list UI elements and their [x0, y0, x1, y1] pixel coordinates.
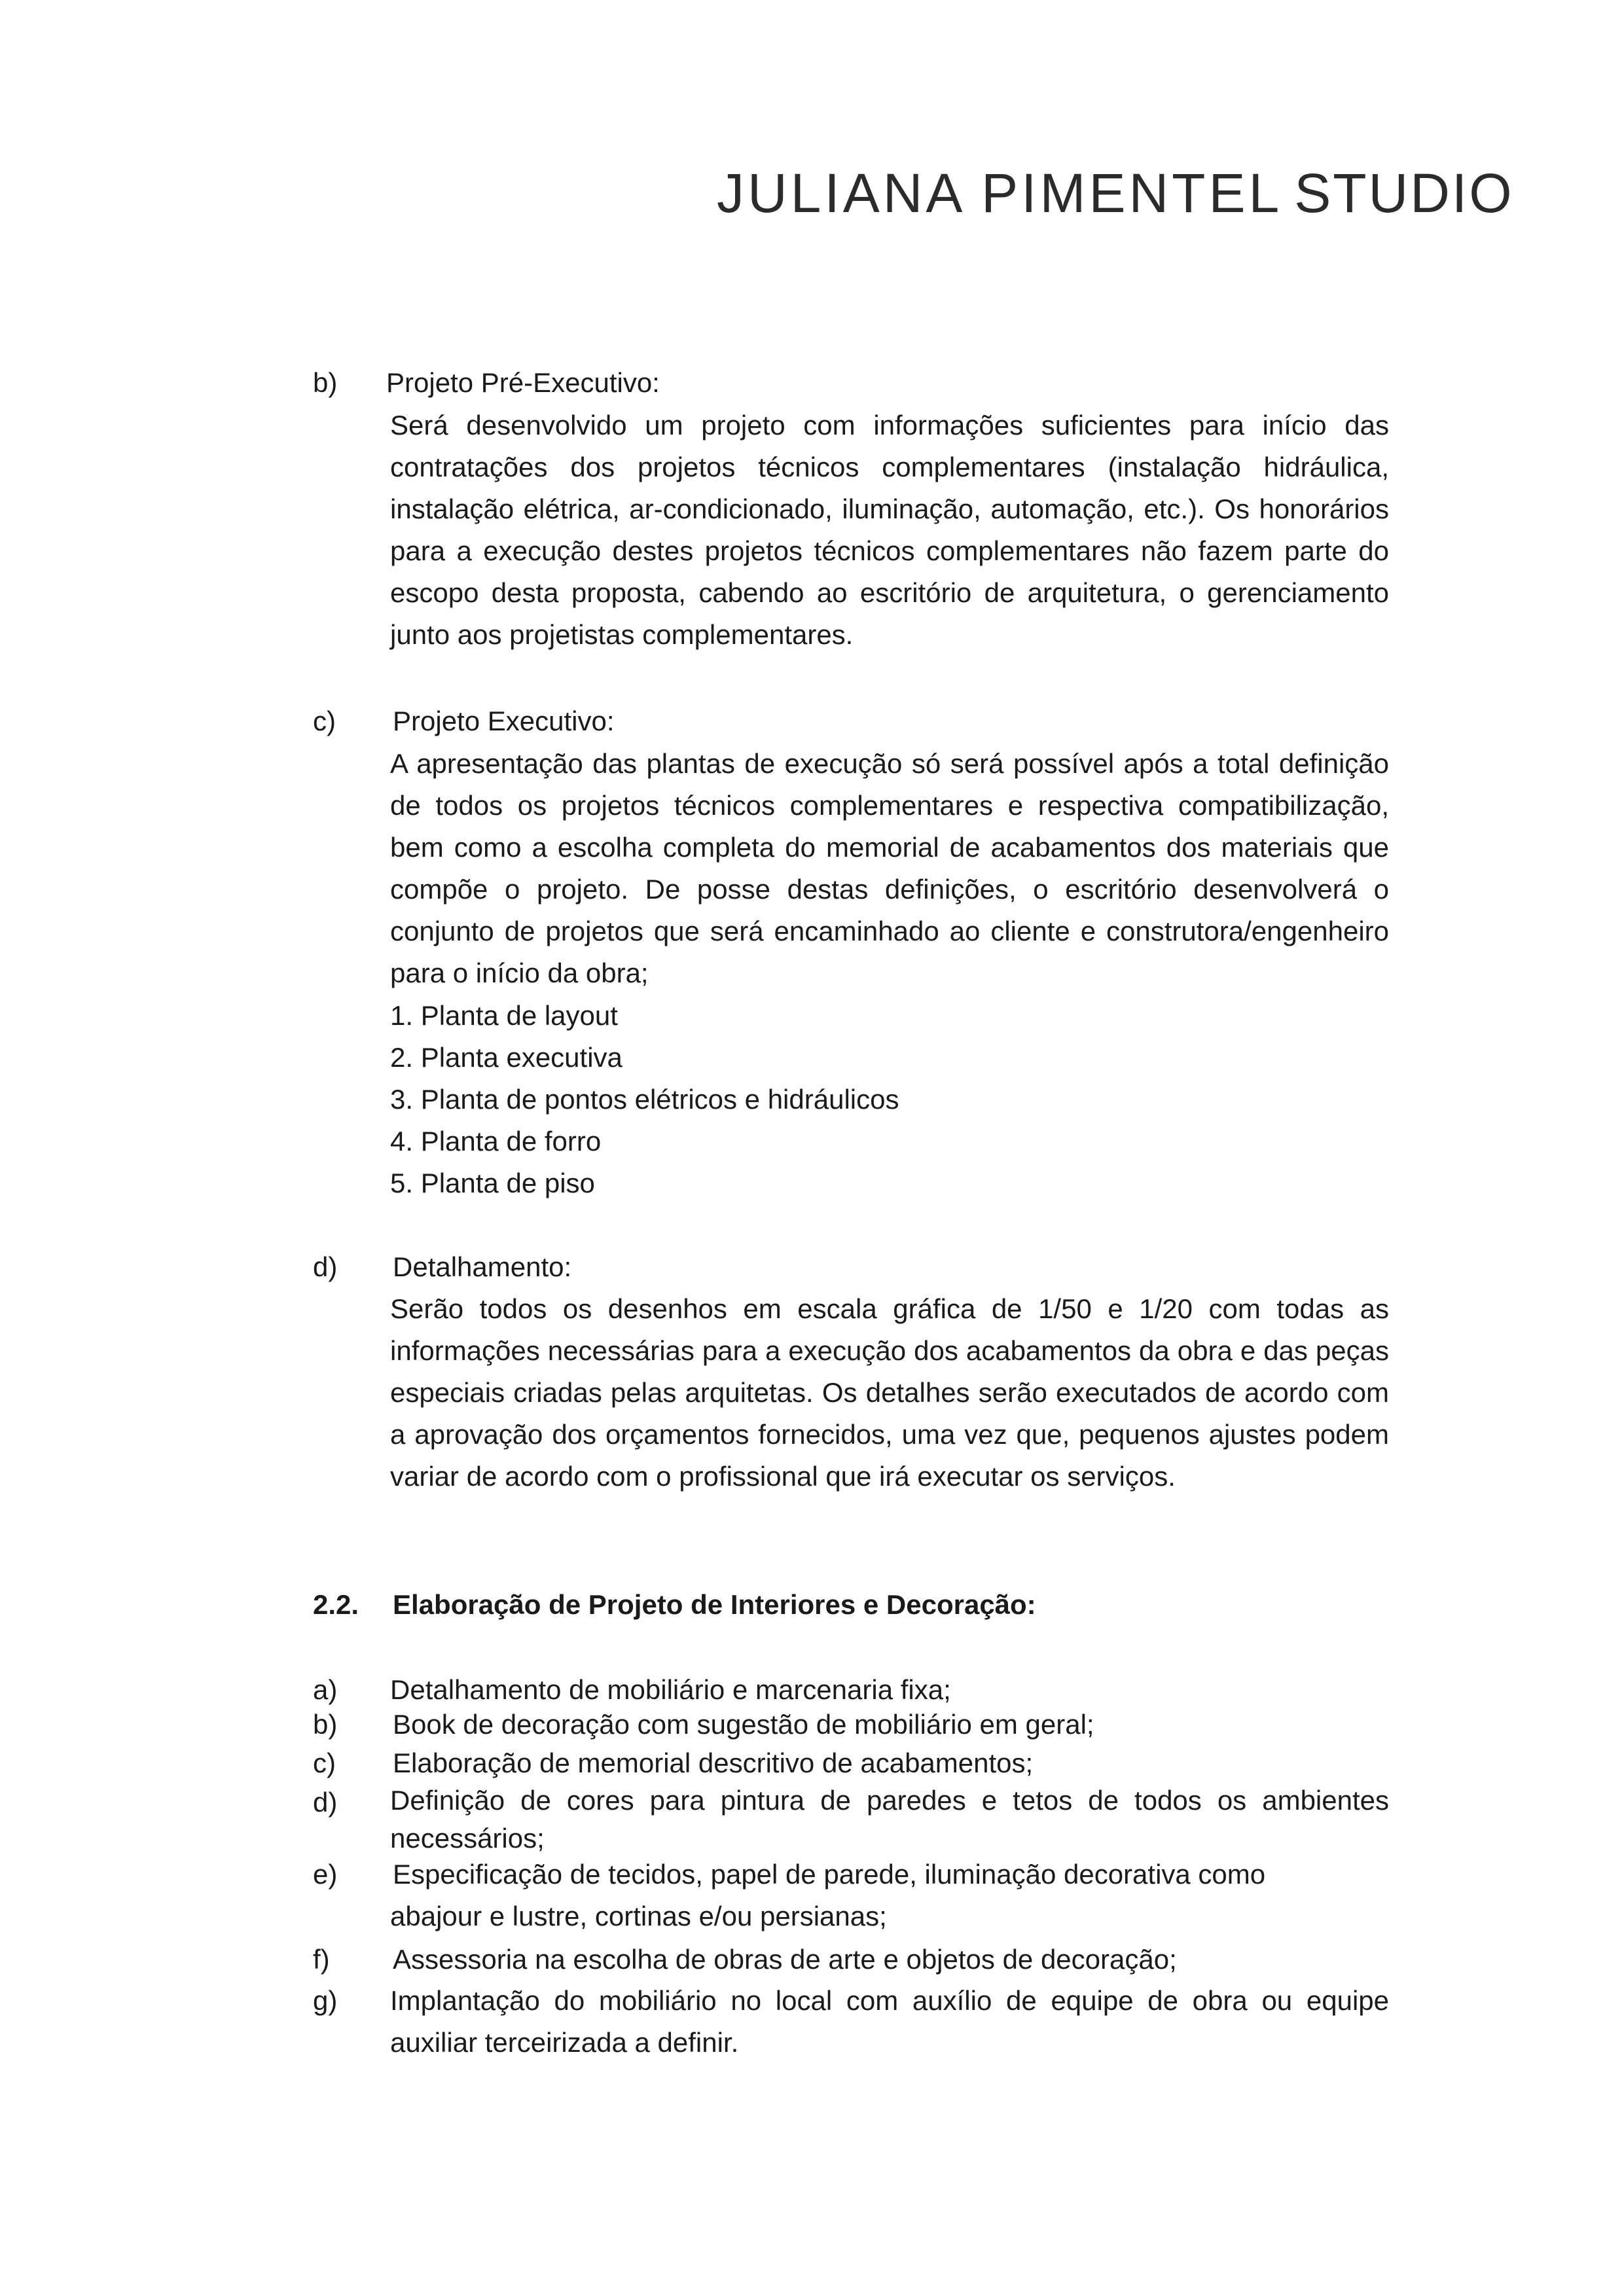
section-c-marker: c): [313, 706, 336, 736]
item-g-marker: g): [313, 1985, 338, 2016]
section-b-body: Será desenvolvido um projeto com informações suficientes para início das contratações dos projetos técnicos complementares (instalação hidráulica, instalação elétrica, ar-condicionado, iluminação, automação, etc.). Os honorários para a execução destes projetos técnicos complementares não fazem parte do escopo desta proposta, cabendo ao escritório de arquitetura, o gerenciamento junto aos projetistas complementares.: [390, 410, 1389, 650]
item-d-text: Definição de cores para pintura de paredes e tetos de todos os ambientes necessários;: [390, 1785, 1389, 1854]
item-b-marker: b): [313, 1709, 338, 1740]
item-f-marker: f): [313, 1944, 330, 1975]
section-d-marker: d): [313, 1251, 338, 1282]
section-d-title: Detalhamento:: [393, 1251, 572, 1282]
section-c-body: A apresentação das plantas de execução só será possível após a total definição de todos os projetos técnicos complementares e respectiva compatibilização, bem como a escolha completa do memorial de acabamentos dos materiais que compõe o projeto. De posse destas definições, o escritório desenvolverá o conjunto de projetos que será encaminhado ao cliente e construtora/engenheiro para o início da obra;: [390, 748, 1389, 988]
logo-name-bold: STUDIO: [1294, 162, 1514, 224]
item-e-text-continued: abajour e lustre, cortinas e/ou persianas;: [390, 1901, 887, 1931]
section-c-title: Projeto Executivo:: [393, 706, 615, 736]
list-item: 3. Planta de pontos elétricos e hidráulicos: [390, 1084, 899, 1115]
item-d-marker: d): [313, 1787, 338, 1818]
studio-logo: [717, 160, 1514, 226]
item-a-marker: a): [313, 1674, 338, 1705]
logo-name-light: JULIANA PIMENTEL: [717, 162, 1283, 224]
section-22-number: 2.2.: [313, 1589, 359, 1620]
list-item: 1. Planta de layout: [390, 1000, 618, 1031]
section-b-title: Projeto Pré-Executivo:: [386, 367, 660, 398]
list-item: 4. Planta de forro: [390, 1126, 602, 1157]
item-b-text: Book de decoração com sugestão de mobiliário em geral;: [393, 1709, 1094, 1740]
item-c-text: Elaboração de memorial descritivo de acabamentos;: [393, 1748, 1034, 1778]
section-d-body: Serão todos os desenhos em escala gráfica de 1/50 e 1/20 com todas as informações necessárias para a execução dos acabamentos da obra e das peças especiais criadas pelas arquitetas. Os detalhes serão executados de acordo com a aprovação dos orçamentos fornecidos, uma vez que, pequenos ajustes podem variar de acordo com o profissional que irá executar os serviços.: [390, 1293, 1389, 1492]
item-a-text: Detalhamento de mobiliário e marcenaria fixa;: [390, 1674, 951, 1705]
item-e-marker: e): [313, 1859, 338, 1890]
item-e-text: Especificação de tecidos, papel de parede, iluminação decorativa como: [393, 1859, 1266, 1890]
section-22-title: Elaboração de Projeto de Interiores e Decoração:: [393, 1589, 1036, 1620]
list-item: 2. Planta executiva: [390, 1042, 623, 1073]
item-g-text: Implantação do mobiliário no local com auxílio de equipe de obra ou equipe auxiliar terceirizada a definir.: [390, 1985, 1389, 2058]
item-f-text: Assessoria na escolha de obras de arte e objetos de decoração;: [393, 1944, 1177, 1975]
section-b-marker: b): [313, 367, 338, 398]
item-c-marker: c): [313, 1748, 336, 1778]
list-item: 5. Planta de piso: [390, 1168, 595, 1198]
